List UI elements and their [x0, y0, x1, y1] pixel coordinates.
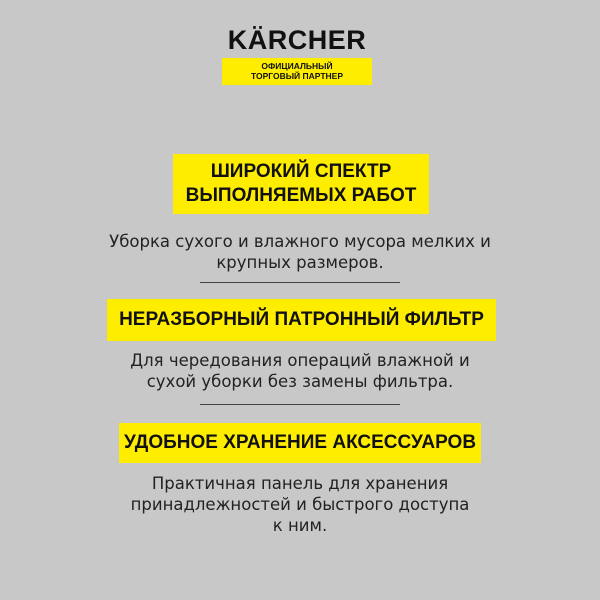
feature-2-heading: НЕРАЗБОРНЫЙ ПАТРОННЫЙ ФИЛЬТР — [107, 299, 496, 341]
badge-line-2: ТОРГОВЫЙ ПАРТНЕР — [251, 71, 343, 81]
feature-3-description — [60, 473, 540, 536]
official-partner-badge — [222, 58, 372, 85]
karcher-logo — [222, 26, 372, 85]
feature-1-description — [60, 231, 540, 273]
feature-1-heading-line-2: ВЫПОЛНЯЕМЫХ РАБОТ — [185, 185, 417, 206]
feature-2-desc-line-1: Для чередования операций влажной и — [130, 351, 470, 370]
badge-line-1: ОФИЦИАЛЬНЫЙ — [261, 61, 333, 71]
feature-1-heading — [173, 154, 429, 214]
feature-1-desc-line-1: Уборка сухого и влажного мусора мелких и — [109, 232, 491, 251]
brand-wordmark: KÄRCHER — [227, 25, 367, 55]
feature-3-desc-line-2: принадлежностей и быстрого доступа — [130, 495, 470, 514]
feature-1-heading-line-1: ШИРОКИЙ СПЕКТР — [210, 161, 392, 182]
divider-2 — [200, 404, 400, 405]
feature-3-heading: УДОБНОЕ ХРАНЕНИЕ АКСЕССУАРОВ — [119, 423, 481, 463]
feature-3-desc-line-3: к ним. — [272, 516, 328, 535]
divider-1 — [200, 282, 400, 283]
feature-3-desc-line-1: Практичная панель для хранения — [151, 474, 449, 493]
feature-2-description — [60, 350, 540, 392]
feature-2-desc-line-2: сухой уборки без замены фильтра. — [146, 372, 454, 391]
feature-1-desc-line-2: крупных размеров. — [216, 253, 384, 272]
